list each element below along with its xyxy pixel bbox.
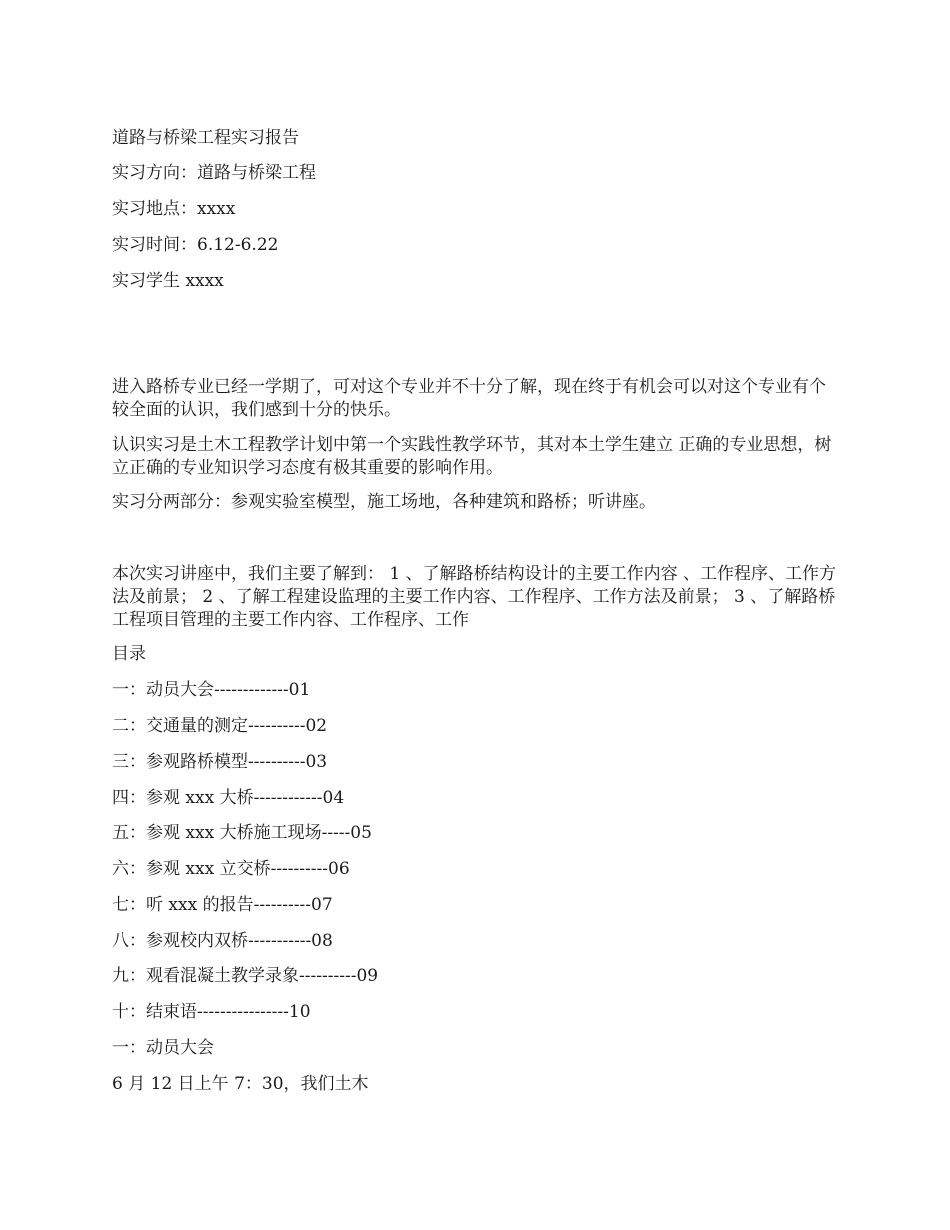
parts-paragraph: 实习分两部分：参观实验室模型，施工场地，各种建筑和路桥；听讲座。 (112, 492, 656, 512)
internship-direction: 实习方向：道路与桥梁工程 (112, 163, 316, 183)
toc-item: 一：动员大会-------------01 (112, 680, 311, 700)
internship-location: 实习地点：xxxx (112, 199, 236, 219)
toc-item: 五：参观 xxx 大桥施工现场-----05 (112, 823, 372, 843)
internship-time: 实习时间：6.12-6.22 (112, 235, 279, 255)
toc-item: 三：参观路桥模型----------03 (112, 752, 328, 772)
document-title: 道路与桥梁工程实习报告 (112, 128, 299, 148)
toc-item: 四：参观 xxx 大桥------------04 (112, 788, 345, 808)
toc-item: 十：结束语----------------10 (112, 1002, 311, 1022)
toc-item: 八：参观校内双桥-----------08 (112, 931, 333, 951)
section-text: 6 月 12 日上午 7：30，我们土木 (112, 1074, 369, 1094)
toc-item: 六：参观 xxx 立交桥----------06 (112, 859, 350, 879)
internship-student: 实习学生 xxxx (112, 271, 224, 291)
toc-item: 七：听 xxx 的报告----------07 (112, 895, 333, 915)
lecture-paragraph: 本次实习讲座中，我们主要了解到： 1 、了解路桥结构设计的主要工作内容 、工作程序、工作方法及前景； 2 、了解工程建设监理的主要工作内容、工作程序、工作方法及前景； 3 、了解路桥工程项目管理的主要工作内容、工作程序、工作 (112, 564, 837, 630)
intro-paragraph: 进入路桥专业已经一学期了，可对这个专业并不十分了解，现在终于有机会可以对这个专业有个较全面的认识，我们感到十分的快乐。 (112, 377, 826, 420)
section-heading: 一：动员大会 (112, 1038, 214, 1058)
toc-item: 九：观看混凝土教学录象----------09 (112, 966, 379, 986)
purpose-paragraph: 认识实习是土木工程教学计划中第一个实践性教学环节，其对本土学生建立 正确的专业思想，树立正确的专业知识学习态度有极其重要的影响作用。 (112, 435, 832, 478)
toc-item: 二：交通量的测定----------02 (112, 716, 328, 736)
toc-heading: 目录 (112, 644, 146, 664)
